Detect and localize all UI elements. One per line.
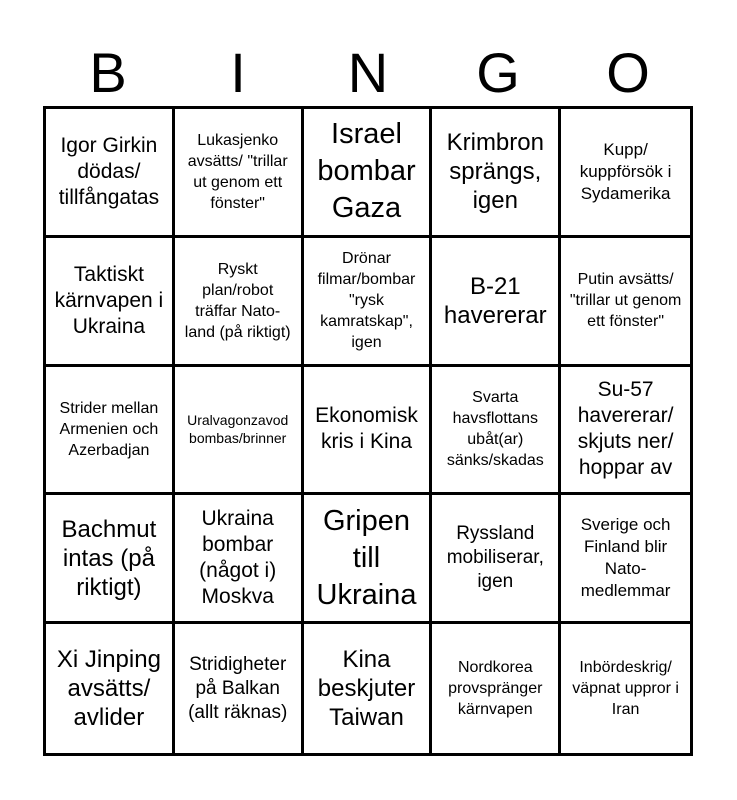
bingo-cell[interactable] (304, 238, 433, 367)
header-letter-i: I (230, 41, 246, 104)
bingo-cell[interactable] (175, 367, 304, 496)
bingo-cell-text: Ekonomisk kris i Kina (315, 404, 418, 454)
bingo-cell-text: Uralvagonzavod bombas/brinner (187, 412, 289, 447)
bingo-cell-text: Lukasjenko avsätts/ "trillar ut genom ett fönster" (187, 131, 288, 212)
bingo-cell[interactable] (175, 624, 304, 753)
bingo-cell[interactable] (432, 238, 561, 367)
bingo-cell[interactable] (432, 109, 561, 238)
bingo-cell-text: Svarta havsflottans ubåt(ar) sänks/skadas (446, 389, 544, 470)
bingo-cell-text: Gripen till Ukraina (316, 504, 417, 611)
bingo-cell-text: Kupp/ kuppförsök i Sydamerika (579, 139, 672, 203)
bingo-cell-text: Stridigheter på Balkan (allt räknas) (188, 653, 288, 723)
header-letter-o: O (606, 41, 650, 104)
bingo-cell[interactable] (46, 367, 175, 496)
bingo-cell[interactable] (46, 495, 175, 624)
bingo-cell-text: Drönar filmar/bombar "rysk kamratskap", igen (317, 250, 416, 352)
bingo-cell[interactable] (561, 624, 690, 753)
bingo-cell[interactable] (561, 367, 690, 496)
bingo-cell-text: Inbördeskrig/ väpnat uppror i Iran (572, 659, 679, 719)
bingo-cell[interactable] (46, 624, 175, 753)
bingo-cell-text: Xi Jinping avsätts/ avlider (56, 646, 161, 732)
bingo-cell[interactable] (432, 367, 561, 496)
bingo-cell-text: Nordkorea provspränger kärnvapen (448, 659, 543, 719)
bingo-cell[interactable] (432, 624, 561, 753)
bingo-cell[interactable] (175, 109, 304, 238)
bingo-cell-text: Bachmut intas (på riktigt) (61, 515, 157, 601)
bingo-cell-text: Ryssland mobiliserar, igen (446, 523, 544, 593)
bingo-cell-text: Sverige och Finland blir Nato-medlemmar (580, 515, 671, 601)
bingo-cell-text: Taktiskt kärnvapen i Ukraina (54, 262, 164, 338)
bingo-cell-text: Kina beskjuter Taiwan (317, 646, 416, 732)
header-letter-b: B (89, 41, 127, 104)
bingo-cell[interactable] (304, 495, 433, 624)
bingo-cell-text: Krimbron sprängs, igen (446, 129, 544, 215)
bingo-cell[interactable] (561, 495, 690, 624)
bingo-cell[interactable] (304, 624, 433, 753)
bingo-cell-text: Israel bombar Gaza (317, 118, 416, 225)
bingo-header (43, 38, 693, 108)
bingo-cell-text: Ukraina bombar (något i) Moskva (199, 507, 277, 609)
bingo-cell[interactable] (304, 109, 433, 238)
bingo-cell[interactable] (561, 238, 690, 367)
header-letter-g: G (476, 41, 520, 104)
bingo-cell[interactable] (46, 109, 175, 238)
bingo-cell-text: Strider mellan Armenien och Azerbadjan (59, 399, 159, 459)
bingo-cell-text: Su-57 havererar/ skjuts ner/ hoppar av (577, 378, 674, 480)
bingo-cell-text: Igor Girkin dödas/ tillfångatas (58, 133, 160, 209)
bingo-cell-text: Putin avsätts/ "trillar ut genom ett fönster" (569, 271, 682, 331)
bingo-cell[interactable] (175, 495, 304, 624)
bingo-cell[interactable] (46, 238, 175, 367)
bingo-cell[interactable] (432, 495, 561, 624)
bingo-cell[interactable] (304, 367, 433, 496)
bingo-cell-text: Ryskt plan/robot träffar Nato-land (på riktigt) (184, 260, 291, 341)
bingo-card (43, 106, 693, 756)
bingo-cell[interactable] (561, 109, 690, 238)
header-letter-n: N (347, 41, 389, 104)
bingo-cell-text: B-21 havererar (443, 272, 547, 329)
bingo-cell[interactable] (175, 238, 304, 367)
